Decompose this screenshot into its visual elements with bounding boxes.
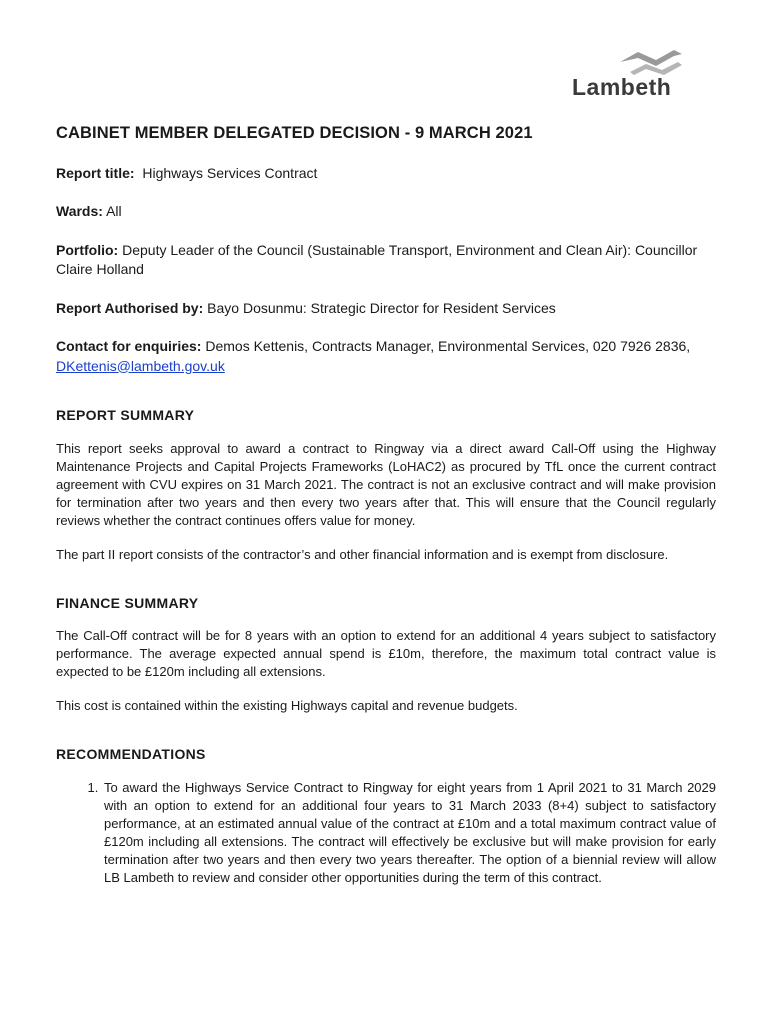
authorised-by-label: Report Authorised by: xyxy=(56,299,204,316)
report-title-field xyxy=(56,164,716,184)
contact-label: Contact for enquiries: xyxy=(56,338,202,354)
document-content xyxy=(56,124,716,887)
report-title-label: Report title: xyxy=(56,164,135,181)
report-summary-paragraph: This report seeks approval to award a contract to Ringway via a direct award Call-Off using the Highway Maintenance Projects and Capital Projects Frameworks (LoHAC2) as procured by TfL once the current contract agreement with CVU expires on 31 March 2021. The contract is not an exclusive contract and will make provision for termination after two years and then every two years after that. This will ensure that the Council regularly reviews whether the contract continues offers value for money. xyxy=(56,440,716,528)
portfolio-field xyxy=(56,241,716,280)
wards-field xyxy=(56,202,716,222)
report-summary-heading: REPORT SUMMARY xyxy=(56,407,195,423)
finance-summary-paragraph: This cost is contained within the existing Highways capital and revenue budgets. xyxy=(56,698,518,713)
report-summary-paragraph: The part II report consists of the contractor’s and other financial information and is exempt from disclosure. xyxy=(56,546,669,562)
lambeth-swoosh-icon xyxy=(616,48,684,76)
recommendations-heading: RECOMMENDATIONS xyxy=(56,746,206,762)
wards-label: Wards: xyxy=(56,203,103,219)
contact-field xyxy=(56,337,716,376)
authorised-by-value: Bayo Dosunmu: Strategic Director for Resident Services xyxy=(207,299,556,316)
portfolio-value: Deputy Leader of the Council (Sustainable Transport, Environment and Clean Air): Councillor Claire Holland xyxy=(56,241,698,277)
lambeth-logo xyxy=(572,48,688,102)
contact-value: Demos Kettenis, Contracts Manager, Environmental Services, 020 7926 2836, xyxy=(205,338,691,354)
recommendation-item: 1. To award the Highways Service Contract to Ringway for eight years from 1 April 2021 to 31 March 2029 with an option to extend for an additional four years to 31 March 2033 (8+4) subject to satisfactory performance, at an estimated annual value of the contract at £10m and a total maximum contract value of £120m including all extensions. The contract will effectively be exclusive but will make provision for early termination after two years and then every two years thereafter. The option of a biennial review will allow LB Lambeth to review and consider other opportunities during the term of this contract. xyxy=(102,779,716,887)
wards-value: All xyxy=(106,203,122,219)
contact-email-link[interactable]: DKettenis@lambeth.gov.uk xyxy=(56,357,225,374)
authorised-by-field xyxy=(56,299,716,319)
report-title-value: Highways Services Contract xyxy=(142,164,318,181)
portfolio-label: Portfolio: xyxy=(56,241,119,258)
finance-summary-heading: FINANCE SUMMARY xyxy=(56,594,199,611)
recommendations-list xyxy=(56,779,716,887)
logo-wordmark: Lambeth xyxy=(572,74,672,100)
finance-summary-paragraph: The Call-Off contract will be for 8 years with an option to extend for an additional 4 years subject to satisfactory performance. The average expected annual spend is £10m, therefore, the maximum total contract value is expected to be £120m including all extensions. xyxy=(56,628,716,679)
document-title: CABINET MEMBER DELEGATED DECISION - 9 MARCH 2021 xyxy=(56,124,533,142)
